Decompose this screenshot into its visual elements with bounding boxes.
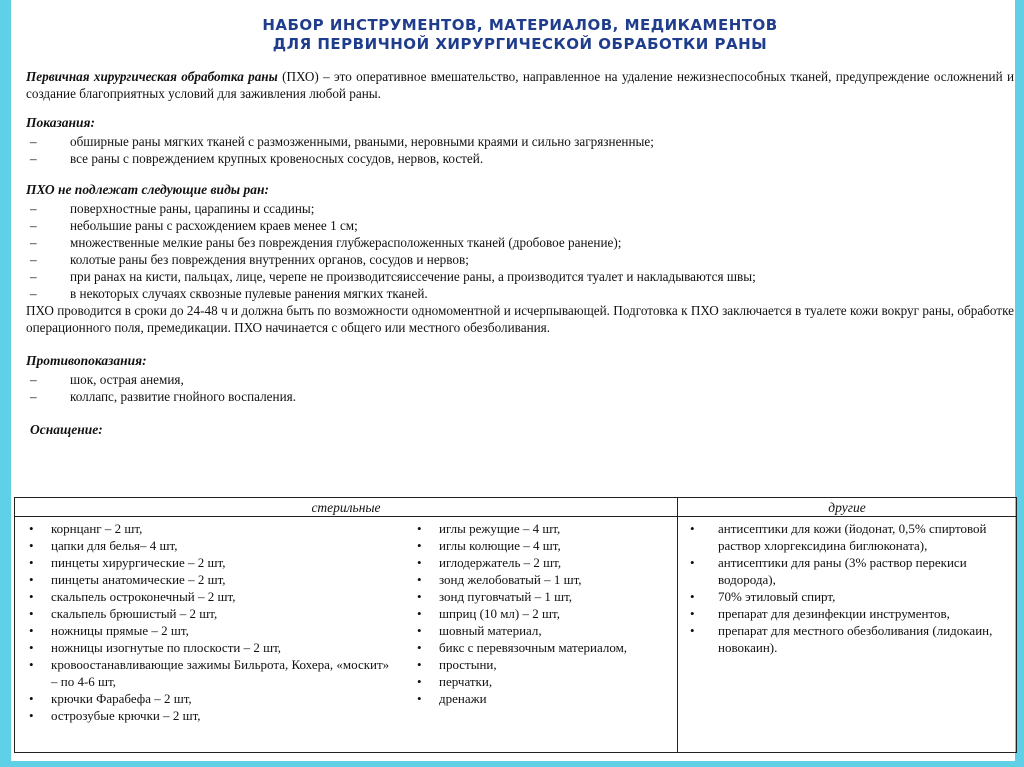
page-title (26, 16, 1014, 54)
list-item: • зонд желобоватый – 1 шт, (403, 571, 665, 588)
sterile-cell (15, 517, 678, 753)
not-subject-heading: ПХО не подлежат следующие виды ран: (26, 182, 269, 197)
intro-term: Первичная хирургическая обработка раны (26, 69, 278, 84)
list-item: – множественные мелкие раны без повреждения глубжерасположенных тканей (дробовое ранение); (26, 234, 1014, 251)
list-item: • пинцеты анатомические – 2 шт, (15, 571, 395, 588)
list-item: • острозубые крючки – 2 шт, (15, 707, 395, 724)
title-line-2: ДЛЯ ПЕРВИЧНОЙ ХИРУРГИЧЕСКОЙ ОБРАБОТКИ РАНЫ (272, 35, 768, 53)
not-subject-list (26, 200, 1014, 302)
equipment-table (14, 497, 1017, 753)
list-item: • цапки для белья– 4 шт, (15, 537, 395, 554)
contraindications-list (26, 371, 1014, 405)
list-item: – коллапс, развитие гнойного воспаления. (26, 388, 1014, 405)
other-cell (678, 517, 1017, 753)
list-item: • ножницы изогнутые по плоскости – 2 шт, (15, 639, 395, 656)
list-item: • шовный материал, (403, 622, 665, 639)
list-item: – поверхностные раны, царапины и ссадины; (26, 200, 1014, 217)
list-item: • антисептики для раны (3% раствор перекиси водорода), (678, 554, 1016, 588)
list-item: • крючки Фарабефа – 2 шт, (15, 690, 395, 707)
list-item: • иглы колющие – 4 шт, (403, 537, 665, 554)
list-item: – в некоторых случаях сквозные пулевые ранения мягких тканей. (26, 285, 1014, 302)
list-item: • кровоостанавливающие зажимы Бильрота, Кохера, «москит» – по 4-6 шт, (15, 656, 395, 690)
list-item: • корнцанг – 2 шт, (15, 520, 395, 537)
sterile-list-2 (403, 520, 665, 707)
list-item: • препарат для дезинфекции инструментов, (678, 605, 1016, 622)
list-item: • скальпель остроконечный – 2 шт, (15, 588, 395, 605)
col-header-sterile: стерильные (15, 498, 678, 517)
title-line-1: НАБОР ИНСТРУМЕНТОВ, МАТЕРИАЛОВ, МЕДИКАМЕНТОВ (262, 16, 778, 34)
list-item: • дренажи (403, 690, 665, 707)
list-item: • препарат для местного обезболивания (лидокаин, новокаин). (678, 622, 1016, 656)
col-header-other: другие (678, 498, 1017, 517)
timing-note: ПХО проводится в сроки до 24-48 ч и должна быть по возможности одномоментной и исчерпывающей. Подготовка к ПХО заключается в туалете кожи вокруг раны, обработке операционного поля, премедикации. ПХО начинается с общего или местного обезболивания. (26, 303, 1014, 335)
other-list (678, 520, 1016, 656)
list-item: • зонд пуговчатый – 1 шт, (403, 588, 665, 605)
list-item: • ножницы прямые – 2 шт, (15, 622, 395, 639)
contraindications-heading: Противопоказания: (26, 353, 147, 368)
indications-list (26, 133, 1014, 167)
document-page (26, 10, 1014, 438)
frame-left (0, 0, 11, 767)
list-item: – небольшие раны с расхождением краев менее 1 см; (26, 217, 1014, 234)
frame-bottom (0, 761, 1024, 767)
list-item: • иглы режущие – 4 шт, (403, 520, 665, 537)
equipment-heading: Оснащение: (30, 422, 103, 437)
list-item: • антисептики для кожи (йодонат, 0,5% спиртовой раствор хлоргексидина биглюконата), (678, 520, 1016, 554)
list-item: – колотые раны без повреждения внутренних органов, сосудов и нервов; (26, 251, 1014, 268)
list-item: • простыни, (403, 656, 665, 673)
indications-heading: Показания: (26, 115, 95, 130)
intro-paragraph (26, 68, 1014, 102)
list-item: • бикс с перевязочным материалом, (403, 639, 665, 656)
list-item: – при ранах на кисти, пальцах, лице, черепе не производитсяиссечение раны, а производится туалет и накладываются швы; (26, 268, 1014, 285)
list-item: – шок, острая анемия, (26, 371, 1014, 388)
list-item: • 70% этиловый спирт, (678, 588, 1016, 605)
list-item: • иглодержатель – 2 шт, (403, 554, 665, 571)
list-item: – обширные раны мягких тканей с размозженными, рваными, неровными краями и сильно загрязненные; (26, 133, 1014, 150)
sterile-list-1 (15, 520, 395, 724)
list-item: • скальпель брюшистый – 2 шт, (15, 605, 395, 622)
list-item: – все раны с повреждением крупных кровеносных сосудов, нервов, костей. (26, 150, 1014, 167)
list-item: • пинцеты хирургические – 2 шт, (15, 554, 395, 571)
intro-text: (ПХО) – это оперативное вмешательство, направленное на удаление нежизнеспособных тканей, предупреждение осложнений и создание благоприятных условий для заживления любой раны. (26, 69, 1015, 101)
list-item: • шприц (10 мл) – 2 шт, (403, 605, 665, 622)
list-item: • перчатки, (403, 673, 665, 690)
